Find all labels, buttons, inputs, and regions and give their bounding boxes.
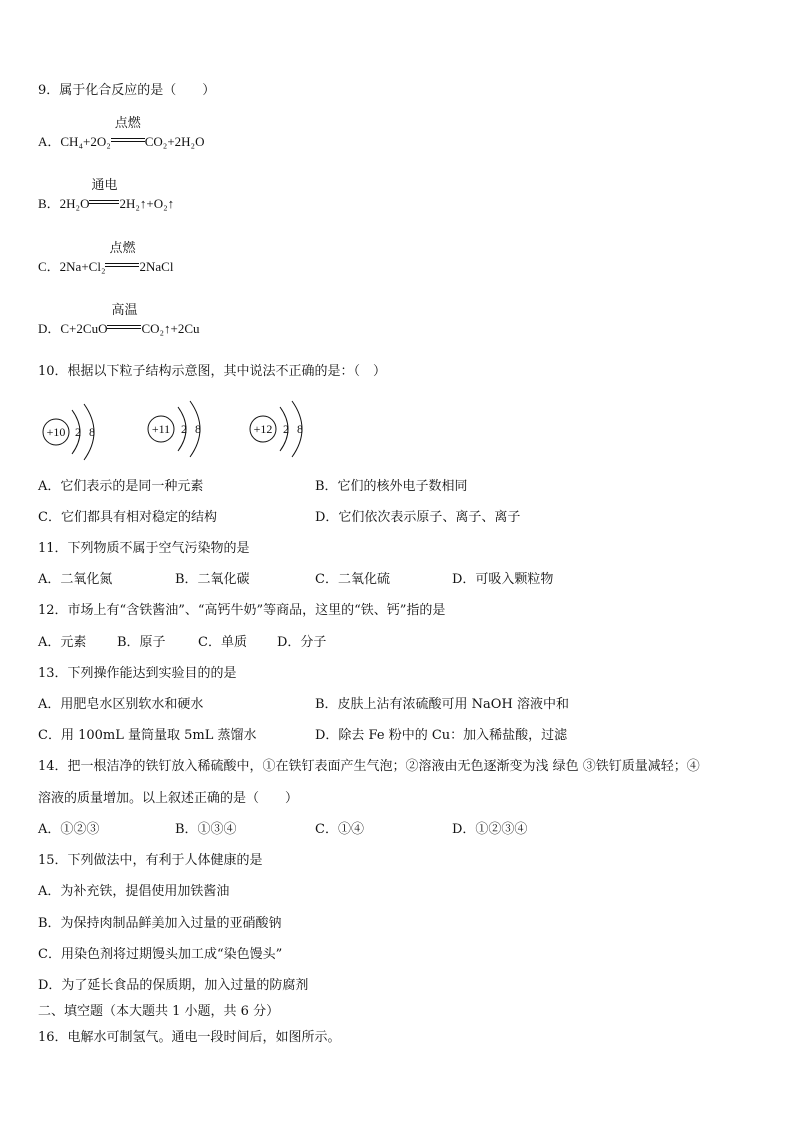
- reaction-arrow: [107, 303, 141, 333]
- q15-option-d: D．为了延长食品的保质期，加入过量的防腐剂: [38, 978, 309, 993]
- q16-stem: 16．电解水可制氢气。通电一段时间后，如图所示。: [38, 1030, 341, 1045]
- q14-option-a: A．①②③: [38, 822, 100, 837]
- q14-option-c: C．①④: [315, 822, 364, 837]
- reaction-condition: 高温: [111, 303, 138, 318]
- q13-option-b: B．皮肤上沾有浓硫酸可用 NaOH 溶液中和: [315, 697, 569, 712]
- q9-option-c: [38, 241, 174, 275]
- equation-right: 2H₂↑+O₂↑: [119, 196, 175, 211]
- nucleus-charge: +11: [151, 422, 171, 436]
- q15-stem: 15．下列做法中，有利于人体健康的是: [38, 853, 263, 868]
- q13-stem: 13．下列操作能达到实验目的的是: [38, 666, 237, 681]
- q14-stem-line1: 14．把一根洁净的铁钉放入稀硫酸中，①在铁钉表面产生气泡；②溶液由无色逐渐变为浅 绿色 ③铁钉质量减轻；④: [38, 759, 700, 774]
- shell-1-electrons: 2: [75, 425, 81, 439]
- q10-option-a: A．它们表示的是同一种元素: [38, 479, 204, 494]
- q10-stem: 10．根据以下粒子结构示意图，其中说法不正确的是：（ ）: [38, 364, 387, 379]
- shell-1-electrons: 2: [181, 422, 187, 436]
- q14-option-b: B．①③④: [175, 822, 237, 837]
- q12-stem: 12．市场上有“含铁酱油”、“高钙牛奶”等商品，这里的“铁、钙”指的是: [38, 603, 446, 618]
- option-label: A．: [38, 134, 61, 149]
- q12-option-c: C．单质: [198, 635, 247, 650]
- section-heading: 二、填空题（本大题共 1 小题，共 6 分）: [38, 1004, 280, 1019]
- q10-option-b: B．它们的核外电子数相同: [315, 479, 468, 494]
- q11-option-c: C．二氧化硫: [315, 572, 390, 587]
- q15-option-b: B．为保持肉制品鲜美加入过量的亚硝酸钠: [38, 916, 282, 931]
- equation-left: C+2CuO: [60, 321, 108, 336]
- reaction-arrow: [89, 178, 119, 208]
- q13-option-c: C．用 100mL 量筒量取 5mL 蒸馏水: [38, 728, 257, 743]
- shell-2-electrons: 8: [89, 425, 95, 439]
- q11-option-b: B．二氧化碳: [175, 572, 250, 587]
- q11-option-d: D．可吸入颗粒物: [452, 572, 554, 587]
- q9-stem: 9．属于化合反应的是（ ）: [38, 83, 216, 98]
- q15-option-c: C．用染色剂将过期馒头加工成“染色馒头”: [38, 947, 283, 962]
- equation-left: 2Na+Cl₂: [59, 259, 106, 274]
- atom-diagram-1: [38, 396, 110, 466]
- q10-option-c: C．它们都具有相对稳定的结构: [38, 510, 217, 525]
- q13-option-a: A．用肥皂水区别软水和硬水: [38, 697, 204, 712]
- atom-diagram-2: [145, 393, 217, 463]
- q9-option-a: [38, 116, 205, 150]
- nucleus-charge: +10: [46, 425, 66, 439]
- option-label: B．: [38, 196, 60, 211]
- reaction-condition: 通电: [91, 178, 118, 193]
- q9-option-d: [38, 303, 200, 337]
- q12-option-d: D．分子: [277, 635, 327, 650]
- reaction-arrow: [111, 116, 145, 146]
- equation-right: CO₂+2H₂O: [144, 134, 205, 149]
- q15-option-a: A．为补充铁，提倡使用加铁酱油: [38, 884, 230, 899]
- equation-right: 2NaCl: [139, 259, 174, 274]
- q11-option-a: A．二氧化氮: [38, 572, 113, 587]
- equation-left: 2H₂O: [59, 196, 90, 211]
- equation-right: CO₂↑+2Cu: [141, 321, 200, 336]
- shell-1-electrons: 2: [283, 422, 289, 436]
- atom-diagram-3: [247, 393, 319, 463]
- shell-2-electrons: 8: [297, 422, 303, 436]
- nucleus-charge: +12: [253, 422, 273, 436]
- q12-option-a: A．元素: [38, 635, 87, 650]
- q12-option-b: B．原子: [117, 635, 166, 650]
- reaction-condition: 点燃: [114, 116, 141, 131]
- shell-2-electrons: 8: [195, 422, 201, 436]
- q14-option-d: D．①②③④: [452, 822, 528, 837]
- q10-option-d: D．它们依次表示原子、离子、离子: [315, 510, 521, 525]
- q13-option-d: D．除去 Fe 粉中的 Cu：加入稀盐酸，过滤: [315, 728, 568, 743]
- equation-left: CH₄+2O₂: [60, 134, 111, 149]
- reaction-arrow: [105, 241, 139, 271]
- q9-option-b: [38, 178, 175, 212]
- option-label: C．: [38, 259, 60, 274]
- option-label: D．: [38, 321, 61, 336]
- q14-stem-line2: 溶液的质量增加。以上叙述正确的是（ ）: [38, 791, 299, 806]
- q11-stem: 11．下列物质不属于空气污染物的是: [38, 541, 250, 556]
- reaction-condition: 点燃: [109, 241, 136, 256]
